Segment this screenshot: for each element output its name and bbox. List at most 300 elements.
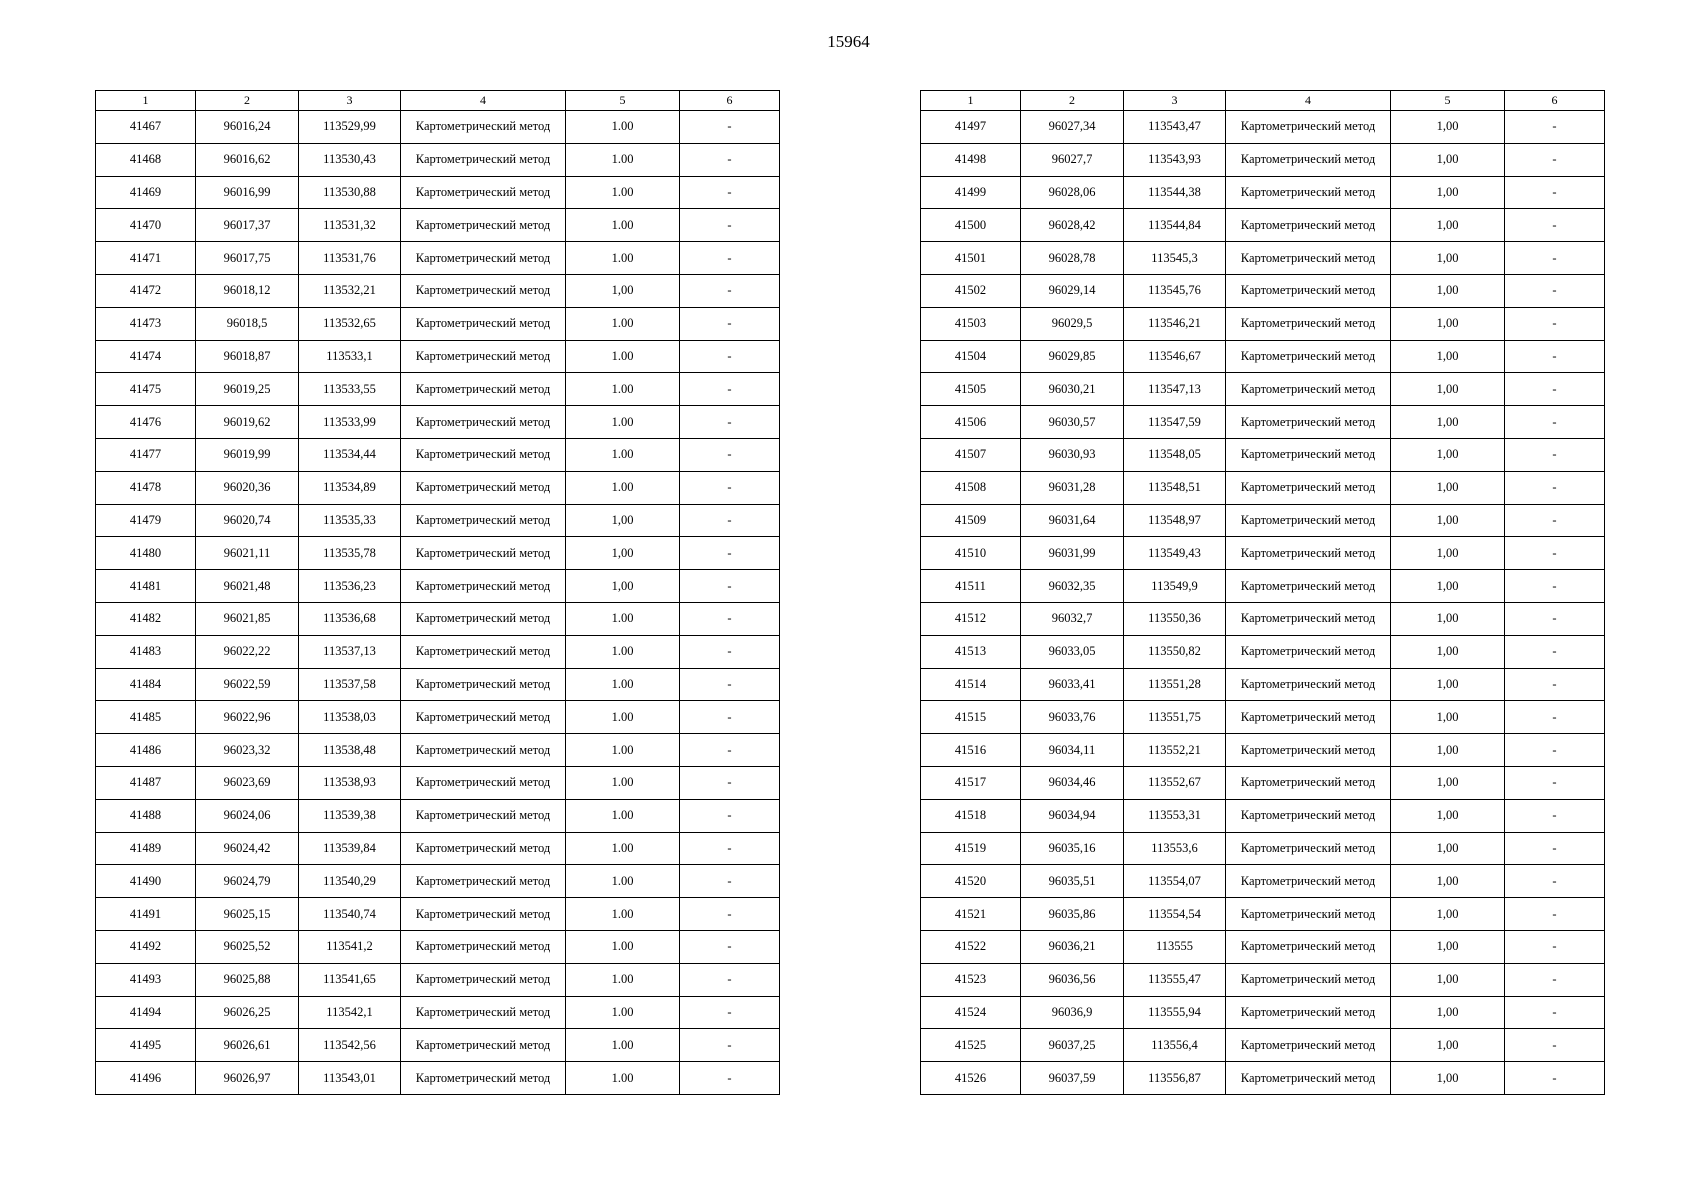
table-row xyxy=(96,504,780,537)
table-cell: 96026,97 xyxy=(196,1062,299,1095)
column-header: 5 xyxy=(566,91,680,111)
table-cell: 41471 xyxy=(96,242,196,275)
table-cell: 113536,23 xyxy=(299,570,401,603)
table-cell: 41514 xyxy=(921,668,1021,701)
table-cell: 113541,2 xyxy=(299,930,401,963)
table-row xyxy=(921,930,1605,963)
table-cell: Картометрический метод xyxy=(401,996,566,1029)
table-cell: 41521 xyxy=(921,898,1021,931)
table-cell: 113543,01 xyxy=(299,1062,401,1095)
table-row xyxy=(96,996,780,1029)
table-cell: 1,00 xyxy=(1391,963,1505,996)
table-cell: 96030,57 xyxy=(1021,406,1124,439)
table-cell: 113533,99 xyxy=(299,406,401,439)
table-row xyxy=(96,1062,780,1095)
table-cell: 1,00 xyxy=(566,570,680,603)
table-cell: - xyxy=(680,635,780,668)
table-cell: 41508 xyxy=(921,471,1021,504)
table-cell: - xyxy=(680,274,780,307)
table-row xyxy=(96,242,780,275)
table-cell: 113554,54 xyxy=(1124,898,1226,931)
table-row xyxy=(921,143,1605,176)
table-cell: 96029,5 xyxy=(1021,307,1124,340)
table-cell: Картометрический метод xyxy=(401,865,566,898)
table-row xyxy=(921,635,1605,668)
table-cell: 96025,52 xyxy=(196,930,299,963)
table-cell: - xyxy=(680,111,780,144)
table-cell: 41497 xyxy=(921,111,1021,144)
table-cell: 1.00 xyxy=(566,832,680,865)
table-cell: 41476 xyxy=(96,406,196,439)
table-cell: 113546,21 xyxy=(1124,307,1226,340)
table-cell: 41470 xyxy=(96,209,196,242)
table-row xyxy=(921,865,1605,898)
table-cell: 113539,84 xyxy=(299,832,401,865)
table-cell: Картометрический метод xyxy=(401,766,566,799)
table-cell: Картометрический метод xyxy=(401,1029,566,1062)
table-cell: 1.00 xyxy=(566,865,680,898)
table-cell: - xyxy=(680,1062,780,1095)
table-cell: - xyxy=(1505,701,1605,734)
table-row xyxy=(96,799,780,832)
table-cell: - xyxy=(1505,898,1605,931)
table-cell: Картометрический метод xyxy=(401,898,566,931)
table-cell: Картометрический метод xyxy=(401,963,566,996)
table-cell: 1.00 xyxy=(566,996,680,1029)
table-row xyxy=(96,537,780,570)
table-cell: 96034,94 xyxy=(1021,799,1124,832)
table-cell: 41500 xyxy=(921,209,1021,242)
table-cell: 1.00 xyxy=(566,373,680,406)
table-cell: 96031,64 xyxy=(1021,504,1124,537)
table-cell: 1,00 xyxy=(1391,176,1505,209)
table-cell: 96016,62 xyxy=(196,143,299,176)
table-cell: 113543,47 xyxy=(1124,111,1226,144)
table-cell: 113538,48 xyxy=(299,734,401,767)
table-cell: 96027,7 xyxy=(1021,143,1124,176)
table-cell: - xyxy=(680,701,780,734)
table-cell: 96035,51 xyxy=(1021,865,1124,898)
table-cell: 113530,43 xyxy=(299,143,401,176)
table-cell: 1,00 xyxy=(1391,799,1505,832)
table-row xyxy=(921,996,1605,1029)
table-cell: 41493 xyxy=(96,963,196,996)
table-cell: - xyxy=(1505,242,1605,275)
table-cell: 41523 xyxy=(921,963,1021,996)
table-cell: 1.00 xyxy=(566,438,680,471)
table-cell: 96036,21 xyxy=(1021,930,1124,963)
table-header-row xyxy=(921,91,1605,111)
table-cell: 113534,44 xyxy=(299,438,401,471)
table-cell: 113548,51 xyxy=(1124,471,1226,504)
table-cell: 1,00 xyxy=(566,504,680,537)
table-cell: 96036,56 xyxy=(1021,963,1124,996)
table-row xyxy=(921,602,1605,635)
column-header: 4 xyxy=(401,91,566,111)
table-cell: Картометрический метод xyxy=(1226,143,1391,176)
table-cell: 96023,32 xyxy=(196,734,299,767)
table-cell: 41482 xyxy=(96,602,196,635)
table-cell: 41503 xyxy=(921,307,1021,340)
table-cell: 96036,9 xyxy=(1021,996,1124,1029)
table-row xyxy=(96,176,780,209)
table-cell: 1,00 xyxy=(1391,766,1505,799)
table-cell: 96025,15 xyxy=(196,898,299,931)
table-cell: 96021,48 xyxy=(196,570,299,603)
table-cell: 113549,43 xyxy=(1124,537,1226,570)
table-cell: 113549,9 xyxy=(1124,570,1226,603)
table-row xyxy=(921,373,1605,406)
table-cell: 113538,93 xyxy=(299,766,401,799)
table-cell: 1.00 xyxy=(566,766,680,799)
table-cell: 1,00 xyxy=(1391,865,1505,898)
table-row xyxy=(921,471,1605,504)
table-cell: - xyxy=(1505,668,1605,701)
table-row xyxy=(96,963,780,996)
table-row xyxy=(921,734,1605,767)
table-cell: 1.00 xyxy=(566,406,680,439)
table-row xyxy=(96,307,780,340)
table-cell: Картометрический метод xyxy=(1226,635,1391,668)
table-cell: 96022,22 xyxy=(196,635,299,668)
table-cell: Картометрический метод xyxy=(401,734,566,767)
table-cell: 113548,05 xyxy=(1124,438,1226,471)
table-cell: 113530,88 xyxy=(299,176,401,209)
table-cell: 113556,4 xyxy=(1124,1029,1226,1062)
table-cell: 96022,96 xyxy=(196,701,299,734)
table-cell: 1.00 xyxy=(566,1029,680,1062)
table-row xyxy=(921,766,1605,799)
column-header: 1 xyxy=(921,91,1021,111)
table-cell: 96016,24 xyxy=(196,111,299,144)
table-cell: - xyxy=(680,307,780,340)
table-cell: - xyxy=(1505,930,1605,963)
table-cell: - xyxy=(1505,963,1605,996)
table-cell: 96022,59 xyxy=(196,668,299,701)
table-cell: 113542,56 xyxy=(299,1029,401,1062)
table-cell: 41490 xyxy=(96,865,196,898)
table-cell: 113556,87 xyxy=(1124,1062,1226,1095)
table-cell: 1,00 xyxy=(566,537,680,570)
table-cell: Картометрический метод xyxy=(1226,799,1391,832)
table-cell: Картометрический метод xyxy=(401,635,566,668)
table-cell: - xyxy=(1505,373,1605,406)
table-cell: Картометрический метод xyxy=(401,406,566,439)
table-cell: - xyxy=(680,406,780,439)
table-cell: Картометрический метод xyxy=(401,701,566,734)
table-cell: 1,00 xyxy=(1391,570,1505,603)
table-cell: 96018,87 xyxy=(196,340,299,373)
table-cell: 96029,85 xyxy=(1021,340,1124,373)
table-cell: - xyxy=(680,668,780,701)
table-cell: 41520 xyxy=(921,865,1021,898)
table-cell: 1.00 xyxy=(566,242,680,275)
table-row xyxy=(96,898,780,931)
table-cell: Картометрический метод xyxy=(1226,274,1391,307)
table-cell: 1.00 xyxy=(566,143,680,176)
table-cell: 113551,28 xyxy=(1124,668,1226,701)
table-cell: 113546,67 xyxy=(1124,340,1226,373)
table-cell: 41526 xyxy=(921,1062,1021,1095)
table-cell: 41492 xyxy=(96,930,196,963)
table-row xyxy=(96,832,780,865)
table-cell: - xyxy=(1505,537,1605,570)
table-row xyxy=(921,832,1605,865)
table-cell: Картометрический метод xyxy=(1226,602,1391,635)
table-cell: 113536,68 xyxy=(299,602,401,635)
table-cell: - xyxy=(680,340,780,373)
table-cell: Картометрический метод xyxy=(1226,701,1391,734)
table-cell: 41483 xyxy=(96,635,196,668)
table-row xyxy=(96,111,780,144)
table-cell: 41481 xyxy=(96,570,196,603)
table-cell: Картометрический метод xyxy=(401,438,566,471)
table-cell: 113550,36 xyxy=(1124,602,1226,635)
table-cell: 113541,65 xyxy=(299,963,401,996)
table-cell: 96024,42 xyxy=(196,832,299,865)
table-cell: 1.00 xyxy=(566,602,680,635)
table-cell: 1.00 xyxy=(566,930,680,963)
table-cell: Картометрический метод xyxy=(401,537,566,570)
table-cell: 41513 xyxy=(921,635,1021,668)
table-cell: 1,00 xyxy=(1391,242,1505,275)
table-cell: Картометрический метод xyxy=(401,242,566,275)
table-cell: 41469 xyxy=(96,176,196,209)
table-cell: Картометрический метод xyxy=(401,668,566,701)
table-cell: 113550,82 xyxy=(1124,635,1226,668)
table-cell: 113551,75 xyxy=(1124,701,1226,734)
table-cell: 96017,37 xyxy=(196,209,299,242)
table-cell: 96020,36 xyxy=(196,471,299,504)
table-cell: 41496 xyxy=(96,1062,196,1095)
table-cell: 1.00 xyxy=(566,635,680,668)
column-header: 3 xyxy=(1124,91,1226,111)
table-cell: Картометрический метод xyxy=(1226,1062,1391,1095)
table-cell: Картометрический метод xyxy=(1226,471,1391,504)
table-row xyxy=(921,307,1605,340)
coordinates-table-right xyxy=(920,90,1605,1095)
table-cell: 96030,21 xyxy=(1021,373,1124,406)
table-cell: 96026,61 xyxy=(196,1029,299,1062)
table-cell: 113535,78 xyxy=(299,537,401,570)
table-cell: - xyxy=(1505,1029,1605,1062)
table-cell: 96018,5 xyxy=(196,307,299,340)
table-cell: 96016,99 xyxy=(196,176,299,209)
table-cell: Картометрический метод xyxy=(401,799,566,832)
table-cell: 41494 xyxy=(96,996,196,1029)
table-cell: 41491 xyxy=(96,898,196,931)
table-cell: - xyxy=(680,176,780,209)
table-cell: 41488 xyxy=(96,799,196,832)
table-cell: - xyxy=(680,242,780,275)
table-cell: Картометрический метод xyxy=(401,1062,566,1095)
column-header: 6 xyxy=(1505,91,1605,111)
table-cell: 41487 xyxy=(96,766,196,799)
table-cell: - xyxy=(1505,635,1605,668)
table-cell: 1.00 xyxy=(566,963,680,996)
table-cell: 1.00 xyxy=(566,701,680,734)
table-cell: - xyxy=(680,602,780,635)
table-cell: 113554,07 xyxy=(1124,865,1226,898)
table-cell: 41474 xyxy=(96,340,196,373)
coordinates-table-left xyxy=(95,90,780,1095)
table-row xyxy=(96,373,780,406)
table-cell: 113545,76 xyxy=(1124,274,1226,307)
table-row xyxy=(96,471,780,504)
table-row xyxy=(921,242,1605,275)
table-cell: - xyxy=(680,832,780,865)
table-row xyxy=(96,635,780,668)
table-cell: - xyxy=(680,471,780,504)
table-cell: 1.00 xyxy=(566,799,680,832)
table-cell: - xyxy=(680,570,780,603)
table-cell: 113555,47 xyxy=(1124,963,1226,996)
table-cell: - xyxy=(1505,602,1605,635)
table-cell: - xyxy=(1505,143,1605,176)
table-cell: 1.00 xyxy=(566,898,680,931)
column-header: 2 xyxy=(196,91,299,111)
table-cell: 41499 xyxy=(921,176,1021,209)
table-cell: Картометрический метод xyxy=(1226,406,1391,439)
table-cell: 96032,7 xyxy=(1021,602,1124,635)
table-cell: - xyxy=(680,143,780,176)
table-cell: 96028,42 xyxy=(1021,209,1124,242)
table-cell: 96033,05 xyxy=(1021,635,1124,668)
column-header: 4 xyxy=(1226,91,1391,111)
table-cell: 41495 xyxy=(96,1029,196,1062)
table-cell: 113547,13 xyxy=(1124,373,1226,406)
table-cell: 96029,14 xyxy=(1021,274,1124,307)
table-cell: 41473 xyxy=(96,307,196,340)
table-cell: - xyxy=(1505,799,1605,832)
table-cell: 113531,76 xyxy=(299,242,401,275)
table-row xyxy=(96,438,780,471)
table-cell: Картометрический метод xyxy=(1226,373,1391,406)
table-cell: 113547,59 xyxy=(1124,406,1226,439)
table-row xyxy=(96,570,780,603)
table-cell: - xyxy=(1505,176,1605,209)
table-row xyxy=(96,143,780,176)
table-row xyxy=(96,209,780,242)
table-cell: 41502 xyxy=(921,274,1021,307)
table-cell: - xyxy=(1505,865,1605,898)
table-cell: 113553,31 xyxy=(1124,799,1226,832)
table-row xyxy=(921,274,1605,307)
table-cell: 96019,99 xyxy=(196,438,299,471)
table-cell: 1,00 xyxy=(1391,340,1505,373)
table-row xyxy=(921,570,1605,603)
table-cell: 113542,1 xyxy=(299,996,401,1029)
table-cell: 96035,16 xyxy=(1021,832,1124,865)
table-cell: - xyxy=(1505,570,1605,603)
table-cell: 1.00 xyxy=(566,340,680,373)
table-cell: 113533,55 xyxy=(299,373,401,406)
table-cell: - xyxy=(680,963,780,996)
table-row xyxy=(921,340,1605,373)
table-cell: 113544,38 xyxy=(1124,176,1226,209)
table-cell: 113540,74 xyxy=(299,898,401,931)
table-cell: 1.00 xyxy=(566,471,680,504)
table-cell: Картометрический метод xyxy=(1226,209,1391,242)
table-cell: 96034,11 xyxy=(1021,734,1124,767)
table-cell: 96017,75 xyxy=(196,242,299,275)
table-cell: 113533,1 xyxy=(299,340,401,373)
table-row xyxy=(96,930,780,963)
table-cell: 41472 xyxy=(96,274,196,307)
table-cell: 41489 xyxy=(96,832,196,865)
table-cell: - xyxy=(680,438,780,471)
table-cell: 96021,11 xyxy=(196,537,299,570)
table-row xyxy=(921,668,1605,701)
table-row xyxy=(96,406,780,439)
table-cell: Картометрический метод xyxy=(1226,340,1391,373)
table-cell: 41516 xyxy=(921,734,1021,767)
column-header: 1 xyxy=(96,91,196,111)
table-cell: - xyxy=(680,537,780,570)
table-cell: 41468 xyxy=(96,143,196,176)
table-cell: 113540,29 xyxy=(299,865,401,898)
table-cell: 113538,03 xyxy=(299,701,401,734)
table-cell: - xyxy=(1505,734,1605,767)
table-cell: 113555,94 xyxy=(1124,996,1226,1029)
column-header: 2 xyxy=(1021,91,1124,111)
table-cell: 41504 xyxy=(921,340,1021,373)
column-header: 6 xyxy=(680,91,780,111)
table-cell: 41467 xyxy=(96,111,196,144)
table-cell: Картометрический метод xyxy=(401,111,566,144)
table-cell: 113532,21 xyxy=(299,274,401,307)
table-body-right xyxy=(921,111,1605,1095)
table-cell: 96020,74 xyxy=(196,504,299,537)
table-cell: 96026,25 xyxy=(196,996,299,1029)
table-cell: 113543,93 xyxy=(1124,143,1226,176)
table-cell: 96031,28 xyxy=(1021,471,1124,504)
table-cell: Картометрический метод xyxy=(401,471,566,504)
table-cell: 96025,88 xyxy=(196,963,299,996)
table-cell: 96037,59 xyxy=(1021,1062,1124,1095)
table-cell: 96024,06 xyxy=(196,799,299,832)
table-row xyxy=(96,701,780,734)
table-row xyxy=(96,1029,780,1062)
table-cell: 96037,25 xyxy=(1021,1029,1124,1062)
table-cell: 1,00 xyxy=(1391,471,1505,504)
table-row xyxy=(921,111,1605,144)
table-cell: 41505 xyxy=(921,373,1021,406)
table-cell: 1,00 xyxy=(1391,504,1505,537)
table-cell: 1,00 xyxy=(1391,1062,1505,1095)
table-cell: - xyxy=(1505,209,1605,242)
table-cell: 41480 xyxy=(96,537,196,570)
table-cell: - xyxy=(1505,340,1605,373)
table-cell: - xyxy=(680,734,780,767)
table-cell: 96034,46 xyxy=(1021,766,1124,799)
table-cell: 41512 xyxy=(921,602,1021,635)
table-cell: 41485 xyxy=(96,701,196,734)
table-cell: Картометрический метод xyxy=(401,602,566,635)
table-cell: Картометрический метод xyxy=(1226,307,1391,340)
table-cell: - xyxy=(680,799,780,832)
table-cell: Картометрический метод xyxy=(1226,504,1391,537)
table-cell: 113552,67 xyxy=(1124,766,1226,799)
table-cell: - xyxy=(1505,274,1605,307)
table-cell: - xyxy=(680,766,780,799)
table-cell: - xyxy=(680,865,780,898)
table-cell: 96031,99 xyxy=(1021,537,1124,570)
table-cell: Картометрический метод xyxy=(401,143,566,176)
table-row xyxy=(96,865,780,898)
table-cell: Картометрический метод xyxy=(1226,1029,1391,1062)
table-cell: 96032,35 xyxy=(1021,570,1124,603)
